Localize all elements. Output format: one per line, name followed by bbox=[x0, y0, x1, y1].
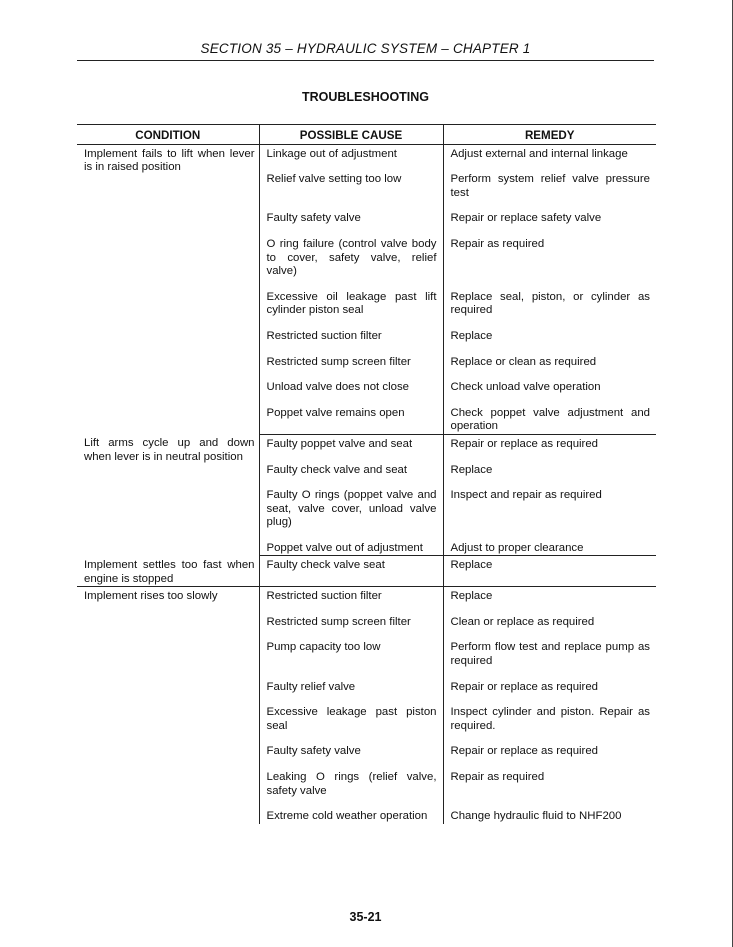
cause-cell: Poppet valve out of adjustment bbox=[259, 530, 443, 556]
cause-cell: Restricted sump screen filter bbox=[259, 604, 443, 630]
cause-cell: Faulty safety valve bbox=[259, 200, 443, 226]
cause-cell: Pump capacity too low bbox=[259, 629, 443, 668]
remedy-cell: Adjust external and internal linkage bbox=[443, 144, 656, 161]
table-body bbox=[77, 144, 656, 824]
table-row bbox=[77, 556, 656, 587]
remedy-cell: Repair or replace as required bbox=[443, 434, 656, 451]
cause-cell: Excessive leakage past piston seal bbox=[259, 694, 443, 733]
table-row bbox=[77, 144, 656, 161]
remedy-cell: Repair or replace as required bbox=[443, 733, 656, 759]
remedy-cell: Change hydraulic fluid to NHF200 bbox=[443, 798, 656, 824]
header-rule bbox=[77, 60, 654, 61]
table-row bbox=[77, 587, 656, 604]
remedy-cell: Repair or replace as required bbox=[443, 669, 656, 695]
table-row bbox=[77, 434, 656, 451]
cause-cell: Restricted sump screen filter bbox=[259, 344, 443, 370]
page-title: TROUBLESHOOTING bbox=[301, 90, 430, 104]
remedy-cell: Replace bbox=[443, 318, 656, 344]
remedy-cell: Repair or replace safety valve bbox=[443, 200, 656, 226]
remedy-cell: Replace bbox=[443, 556, 656, 587]
cause-cell: Relief valve setting too low bbox=[259, 161, 443, 200]
remedy-cell: Replace bbox=[443, 452, 656, 478]
cause-cell: Faulty relief valve bbox=[259, 669, 443, 695]
section-header: SECTION 35 – HYDRAULIC SYSTEM – CHAPTER 1 bbox=[200, 41, 531, 56]
remedy-cell: Inspect cylinder and piston. Repair as required. bbox=[443, 694, 656, 733]
cause-cell: Leaking O rings (relief valve, safety valve bbox=[259, 759, 443, 798]
condition-cell: Implement settles too fast when engine is stopped bbox=[77, 556, 259, 587]
remedy-cell: Check poppet valve adjustment and operation bbox=[443, 395, 656, 435]
cause-cell: Faulty check valve seat bbox=[259, 556, 443, 587]
remedy-cell: Inspect and repair as required bbox=[443, 477, 656, 530]
remedy-cell: Repair as required bbox=[443, 226, 656, 279]
column-header-condition: CONDITION bbox=[77, 125, 259, 145]
remedy-cell: Check unload valve operation bbox=[443, 369, 656, 395]
condition-cell: Implement rises too slowly bbox=[84, 590, 218, 603]
cause-cell: Restricted suction filter bbox=[259, 587, 443, 604]
condition-cell: Implement fails to lift when lever is in raised position bbox=[84, 147, 255, 174]
column-header-remedy: REMEDY bbox=[443, 125, 656, 145]
remedy-cell: Replace or clean as required bbox=[443, 344, 656, 370]
cause-cell: Unload valve does not close bbox=[259, 369, 443, 395]
remedy-cell: Clean or replace as required bbox=[443, 604, 656, 630]
condition-cell: Lift arms cycle up and down when lever is in neutral position bbox=[84, 437, 255, 463]
cause-cell: Extreme cold weather operation bbox=[259, 798, 443, 824]
cause-cell: Faulty check valve and seat bbox=[259, 452, 443, 478]
remedy-cell: Replace bbox=[443, 587, 656, 604]
remedy-cell: Perform system relief valve pressure test bbox=[443, 161, 656, 200]
cause-cell: Restricted suction filter bbox=[259, 318, 443, 344]
page-number: 35-21 bbox=[349, 910, 382, 924]
cause-cell: Poppet valve remains open bbox=[259, 395, 443, 435]
remedy-cell: Replace seal, piston, or cylinder as required bbox=[443, 279, 656, 318]
column-header-possible-cause: POSSIBLE CAUSE bbox=[259, 125, 443, 145]
cause-cell: Linkage out of adjustment bbox=[259, 144, 443, 161]
cause-cell: Faulty safety valve bbox=[259, 733, 443, 759]
remedy-cell: Perform flow test and replace pump as required bbox=[443, 629, 656, 668]
table-header-row bbox=[77, 125, 656, 145]
cause-cell: Faulty O rings (poppet valve and seat, valve cover, unload valve plug) bbox=[259, 477, 443, 530]
troubleshooting-table bbox=[77, 124, 656, 824]
remedy-cell: Adjust to proper clearance bbox=[443, 530, 656, 556]
cause-cell: Faulty poppet valve and seat bbox=[259, 434, 443, 451]
remedy-cell: Repair as required bbox=[443, 759, 656, 798]
cause-cell: Excessive oil leakage past lift cylinder piston seal bbox=[259, 279, 443, 318]
cause-cell: O ring failure (control valve body to cover, safety valve, relief valve) bbox=[259, 226, 443, 279]
